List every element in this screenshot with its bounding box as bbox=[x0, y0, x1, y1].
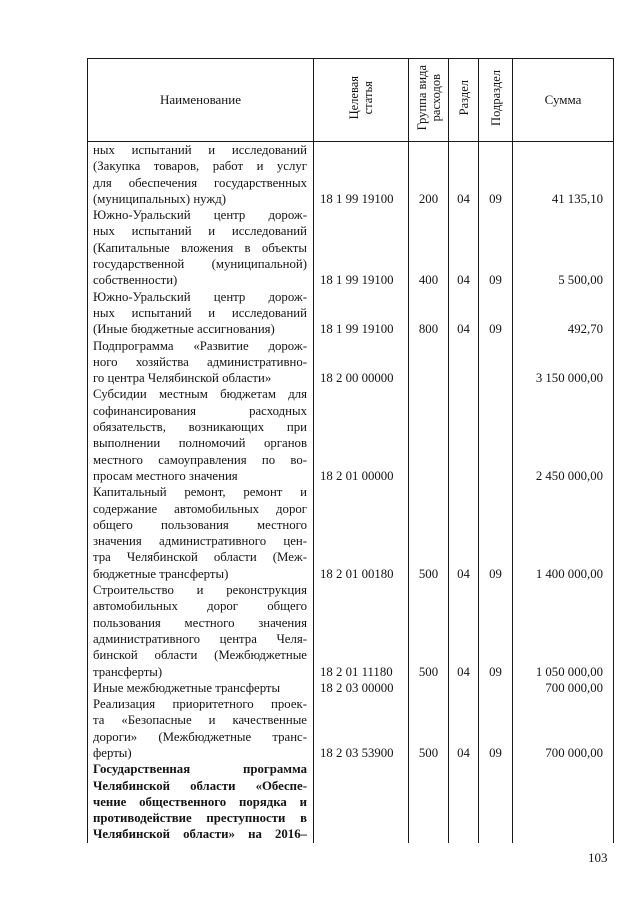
name-cell bbox=[88, 207, 314, 288]
group-cell bbox=[409, 761, 449, 842]
group-cell: 400 bbox=[409, 207, 449, 288]
name-line: противодействие преступности в bbox=[93, 811, 307, 826]
name-cell bbox=[88, 761, 314, 842]
name-line: (Закупка товаров, работ и услуг bbox=[93, 159, 307, 174]
code-cell: 18 2 00 00000 bbox=[314, 338, 409, 387]
subsection-cell: 09 bbox=[479, 484, 513, 582]
sum-cell: 1 050 000,00 bbox=[513, 582, 614, 680]
name-line: Субсидии местным бюджетам для bbox=[93, 387, 307, 402]
subsection-cell: 09 bbox=[479, 696, 513, 761]
code-cell: 18 2 01 00180 bbox=[314, 484, 409, 582]
sum-cell: 1 400 000,00 bbox=[513, 484, 614, 582]
subsection-cell bbox=[479, 338, 513, 387]
group-cell bbox=[409, 680, 449, 696]
name-line: автомобильных дорог общего bbox=[93, 599, 307, 614]
table-header-row bbox=[88, 59, 614, 142]
name-line: административного центра Челя- bbox=[93, 631, 307, 646]
name-cell bbox=[88, 484, 314, 582]
name-line: Челябинской области «Обеспе- bbox=[93, 778, 307, 793]
name-line: значения административного цен- bbox=[93, 534, 307, 549]
name-line: Подпрограмма «Развитие дорож- bbox=[93, 338, 307, 353]
subsection-cell bbox=[479, 386, 513, 484]
table-row bbox=[88, 338, 614, 387]
group-cell bbox=[409, 338, 449, 387]
name-line: Государственная программа bbox=[93, 762, 307, 777]
code-cell: 18 1 99 19100 bbox=[314, 289, 409, 338]
header-group-line-2: расходов bbox=[428, 74, 443, 122]
name-line: Иные межбюджетные трансферты bbox=[93, 680, 281, 695]
header-code-line-1: Целевая bbox=[347, 76, 361, 120]
group-cell: 500 bbox=[409, 582, 449, 680]
name-line: содержание автомобильных дорог bbox=[93, 501, 307, 516]
section-cell: 04 bbox=[449, 696, 479, 761]
page-number: 103 bbox=[588, 850, 608, 865]
section-cell: 04 bbox=[449, 142, 479, 208]
header-section bbox=[449, 59, 479, 142]
name-cell bbox=[88, 582, 314, 680]
table-row bbox=[88, 680, 614, 696]
name-cell bbox=[88, 142, 314, 208]
sum-cell: 2 450 000,00 bbox=[513, 386, 614, 484]
name-line: выполнении полномочий органов bbox=[93, 436, 307, 451]
table-row bbox=[88, 484, 614, 582]
table-row bbox=[88, 142, 614, 208]
name-line: общего пользования местного bbox=[93, 517, 307, 532]
name-line: трансферты) bbox=[93, 664, 163, 679]
sum-cell: 700 000,00 bbox=[513, 680, 614, 696]
name-line: софинансирования расходных bbox=[93, 403, 307, 418]
section-cell bbox=[449, 761, 479, 842]
header-section-label: Раздел bbox=[456, 80, 471, 116]
name-line: ных испытаний и исследований bbox=[93, 224, 307, 239]
header-sum: Сумма bbox=[513, 59, 614, 142]
code-cell: 18 1 99 19100 bbox=[314, 142, 409, 208]
name-line: чение общественного порядка и bbox=[93, 794, 307, 809]
name-cell bbox=[88, 338, 314, 387]
name-line: ферты) bbox=[93, 745, 132, 760]
table-row bbox=[88, 761, 614, 842]
name-cell bbox=[88, 386, 314, 484]
header-group bbox=[409, 59, 449, 142]
subsection-cell: 09 bbox=[479, 289, 513, 338]
name-line: Южно-Уральский центр дорож- bbox=[93, 289, 307, 304]
name-line: тра Челябинской области (Меж- bbox=[93, 550, 307, 565]
code-cell bbox=[314, 761, 409, 842]
name-cell bbox=[88, 696, 314, 761]
name-line: ных испытаний и исследований bbox=[93, 305, 307, 320]
table-row bbox=[88, 582, 614, 680]
subsection-cell: 09 bbox=[479, 142, 513, 208]
name-line: государственной (муниципальной) bbox=[93, 257, 307, 272]
header-group-line-1: Группа вида bbox=[414, 65, 429, 131]
table-row bbox=[88, 386, 614, 484]
section-cell: 04 bbox=[449, 484, 479, 582]
header-code-line-2: статья bbox=[361, 81, 375, 115]
table-row bbox=[88, 289, 614, 338]
header-subsection bbox=[479, 59, 513, 142]
name-line: бинской области (Межбюджетные bbox=[93, 648, 307, 663]
subsection-cell: 09 bbox=[479, 207, 513, 288]
subsection-cell bbox=[479, 761, 513, 842]
subsection-cell bbox=[479, 680, 513, 696]
section-cell bbox=[449, 680, 479, 696]
header-name: Наименование bbox=[88, 59, 314, 142]
table-body bbox=[88, 142, 614, 843]
name-line: та «Безопасные и качественные bbox=[93, 713, 307, 728]
header-code bbox=[314, 59, 409, 142]
section-cell bbox=[449, 338, 479, 387]
code-cell: 18 2 03 53900 bbox=[314, 696, 409, 761]
name-line: (муниципальных) нужд) bbox=[93, 191, 227, 206]
name-line: Реализация приоритетного проек- bbox=[93, 697, 307, 712]
sum-cell bbox=[513, 761, 614, 842]
group-cell bbox=[409, 386, 449, 484]
name-line: (Капитальные вложения в объекты bbox=[93, 240, 307, 255]
section-cell: 04 bbox=[449, 289, 479, 338]
budget-table bbox=[87, 58, 614, 843]
name-line: бюджетные трансферты) bbox=[93, 566, 229, 581]
sum-cell: 41 135,10 bbox=[513, 142, 614, 208]
sum-cell: 3 150 000,00 bbox=[513, 338, 614, 387]
group-cell: 500 bbox=[409, 484, 449, 582]
name-cell bbox=[88, 289, 314, 338]
name-line: пользования местного значения bbox=[93, 615, 307, 630]
name-line: (Иные бюджетные ассигнования) bbox=[93, 322, 275, 337]
section-cell: 04 bbox=[449, 207, 479, 288]
section-cell bbox=[449, 386, 479, 484]
sum-cell: 492,70 bbox=[513, 289, 614, 338]
code-cell: 18 2 01 00000 bbox=[314, 386, 409, 484]
name-cell bbox=[88, 680, 314, 696]
header-subsection-label: Подраздел bbox=[488, 70, 503, 126]
table-row bbox=[88, 207, 614, 288]
name-line: для обеспечения государственных bbox=[93, 175, 307, 190]
sum-cell: 5 500,00 bbox=[513, 207, 614, 288]
name-line: Капитальный ремонт, ремонт и bbox=[93, 485, 307, 500]
name-line: Челябинской области» на 2016– bbox=[93, 827, 307, 842]
name-line: Строительство и реконструкция bbox=[93, 583, 307, 598]
group-cell: 500 bbox=[409, 696, 449, 761]
sum-cell: 700 000,00 bbox=[513, 696, 614, 761]
name-line: просам местного значения bbox=[93, 468, 238, 483]
code-cell: 18 2 03 00000 bbox=[314, 680, 409, 696]
name-line: собственности) bbox=[93, 273, 178, 288]
name-line: ного хозяйства административно- bbox=[93, 354, 307, 369]
subsection-cell: 09 bbox=[479, 582, 513, 680]
name-line: Южно-Уральский центр дорож- bbox=[93, 208, 307, 223]
group-cell: 800 bbox=[409, 289, 449, 338]
table-row bbox=[88, 696, 614, 761]
code-cell: 18 2 01 11180 bbox=[314, 582, 409, 680]
code-cell: 18 1 99 19100 bbox=[314, 207, 409, 288]
group-cell: 200 bbox=[409, 142, 449, 208]
section-cell: 04 bbox=[449, 582, 479, 680]
name-line: дороги» (Межбюджетные транс- bbox=[93, 729, 307, 744]
name-line: обязательств, возникающих при bbox=[93, 420, 307, 435]
name-line: го центра Челябинской области» bbox=[93, 371, 272, 386]
name-line: ных испытаний и исследований bbox=[93, 143, 307, 157]
name-line: местного самоуправления по во- bbox=[93, 452, 307, 467]
